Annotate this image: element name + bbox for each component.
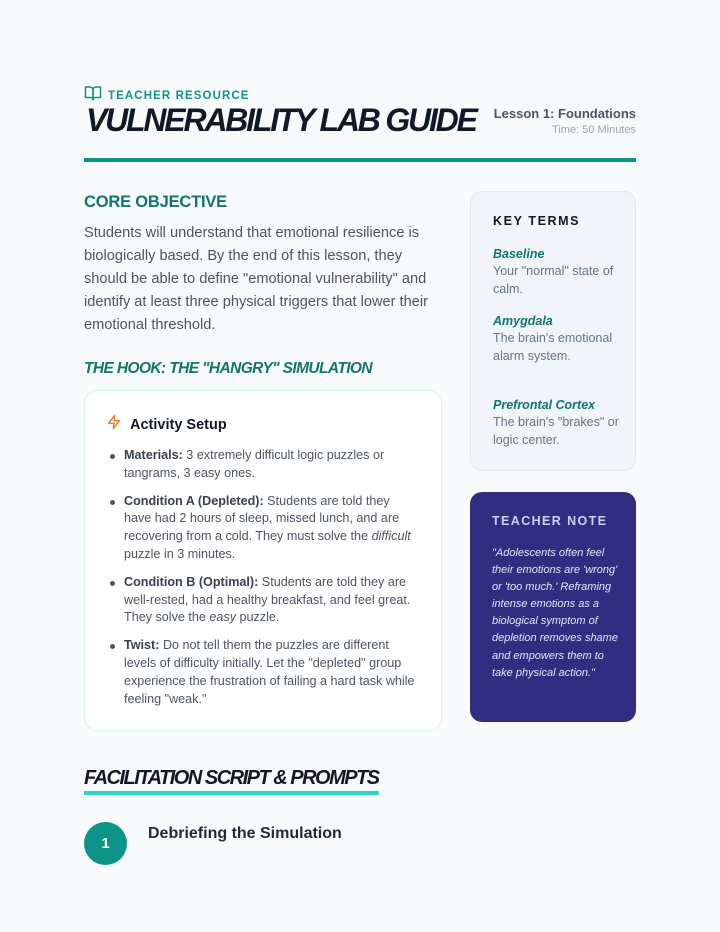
- term-name: Prefrontal Cortex: [493, 398, 596, 412]
- list-item-twist: [109, 637, 417, 708]
- item-text: puzzle.: [236, 610, 280, 625]
- item-emphasis: difficult: [371, 529, 411, 544]
- activity-setup-card: [84, 390, 442, 731]
- item-text: puzzle in 3 minutes.: [124, 546, 236, 561]
- activity-title: Activity Setup: [130, 416, 227, 433]
- teacher-note-heading: TEACHER NOTE: [492, 514, 608, 528]
- page-header: [84, 84, 636, 164]
- item-label: Twist:: [124, 638, 160, 653]
- term-prefrontal-cortex: [493, 397, 621, 449]
- term-baseline: [493, 246, 621, 298]
- activity-list: [109, 447, 417, 718]
- teacher-note-card: [470, 492, 636, 722]
- term-name: Baseline: [493, 247, 545, 261]
- item-label: Materials:: [124, 448, 183, 462]
- lightning-bolt-icon: [106, 414, 122, 435]
- term-amygdala: [493, 313, 621, 365]
- term-definition: The brain's "brakes" or logic center.: [493, 415, 619, 447]
- teacher-note-text: "Adolescents often feel their emotions are 'wrong' or 'too much.' Reframing intense emotions as a biological symptom of depletion removes shame and empowers them to take physical action.": [492, 547, 618, 679]
- core-objective-text: Students will understand that emotional resilience is biologically based. By the end of this lesson, they should be able to define "emotional vulnerability" and identify at least three physical triggers that lower their emotional threshold.: [84, 225, 428, 333]
- lesson-title: Lesson 1: Foundations: [493, 106, 636, 121]
- eyebrow-label: TEACHER RESOURCE: [108, 89, 250, 102]
- core-objective-heading: CORE OBJECTIVE: [84, 193, 227, 211]
- list-item-condition-b: [109, 574, 417, 627]
- list-item-condition-a: [109, 493, 417, 564]
- term-definition: The brain's emotional alarm system.: [493, 331, 613, 363]
- header-divider: [84, 158, 636, 162]
- item-text: Students are told they are well-rested, had a healthy breakfast, and feel great. They solve the: [124, 574, 411, 625]
- lesson-page: [84, 0, 636, 932]
- item-text: Students are told they have had 2 hours of sleep, missed lunch, and are recovering from a cold. They must solve the: [124, 493, 400, 544]
- facilitation-heading: FACILITATION SCRIPT & PROMPTS: [84, 766, 379, 795]
- term-definition: Your "normal" state of calm.: [493, 264, 614, 296]
- page-title: VULNERABILITY LAB GUIDE: [86, 102, 476, 138]
- hook-heading: THE HOOK: THE "HANGRY" SIMULATION: [84, 360, 372, 377]
- key-terms-card: [470, 191, 636, 471]
- item-text: Do not tell them the puzzles are different levels of difficulty initially. Let the "depleted" group experience the frustration of failing a hard task while feeling "weak.": [124, 638, 415, 706]
- lesson-info: [494, 106, 636, 136]
- step-number-badge: 1: [84, 822, 127, 865]
- lesson-time: Time: 50 Minutes: [552, 124, 636, 136]
- step-title: Debriefing the Simulation: [148, 825, 342, 842]
- list-item-materials: [109, 447, 417, 483]
- item-label: Condition A (Depleted):: [124, 493, 264, 508]
- item-emphasis: easy: [209, 610, 237, 625]
- activity-header: [106, 414, 227, 435]
- key-terms-heading: KEY TERMS: [493, 214, 581, 228]
- item-label: Condition B (Optimal):: [124, 574, 259, 589]
- term-name: Amygdala: [493, 314, 553, 328]
- item-text: 3 extremely difficult logic puzzles or tangrams, 3 easy ones.: [124, 448, 385, 480]
